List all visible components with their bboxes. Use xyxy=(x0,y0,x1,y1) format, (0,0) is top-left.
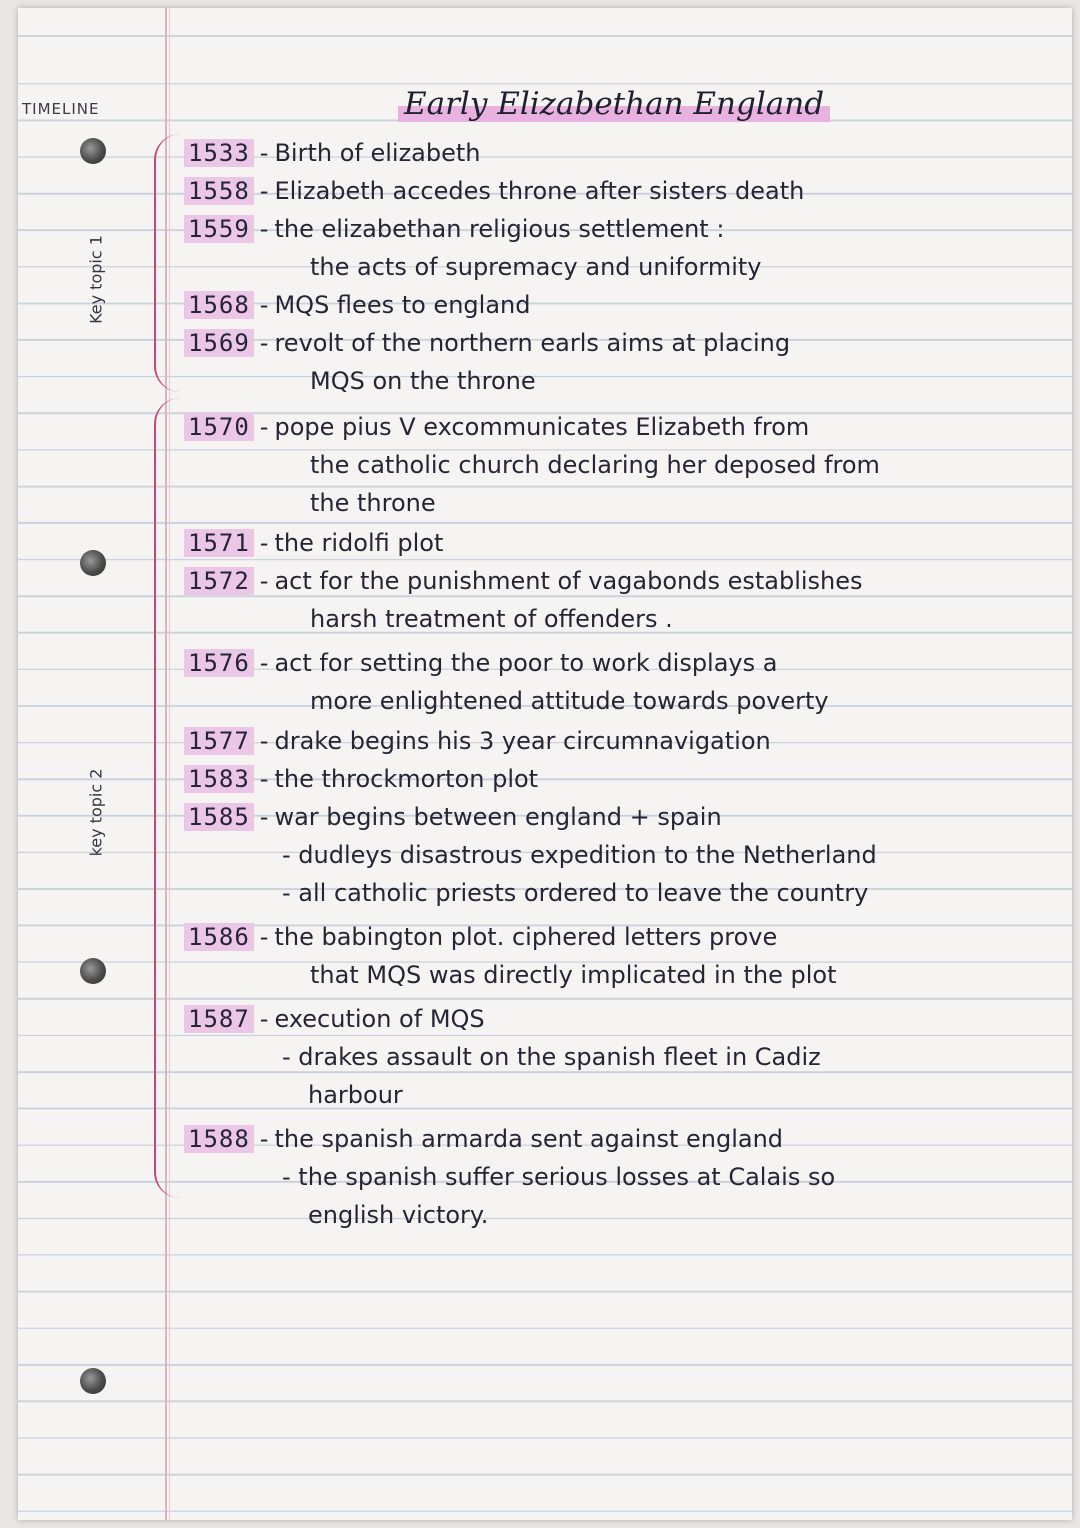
binder-hole-icon xyxy=(80,550,106,576)
event-year: 1533 xyxy=(184,139,254,167)
event-year: 1572 xyxy=(184,567,254,595)
event-sub-point: - the spanish suffer serious losses at Calais so xyxy=(282,1163,836,1191)
event-year: 1576 xyxy=(184,649,254,677)
event-sub-point: - dudleys disastrous expedition to the Netherland xyxy=(282,841,877,869)
event-text-continued: harbour xyxy=(308,1081,403,1109)
timeline-event: 1571 - the ridolfi plot xyxy=(184,528,443,558)
event-year: 1583 xyxy=(184,765,254,793)
timeline-event: 1533 - Birth of elizabeth xyxy=(184,138,481,168)
topic1-brace xyxy=(154,134,180,392)
event-text-continued: english victory. xyxy=(308,1201,489,1229)
key-topic-2-label: key topic 2 xyxy=(86,768,106,857)
event-year: 1569 xyxy=(184,329,254,357)
event-sub-point: - drakes assault on the spanish fleet in Cadiz xyxy=(282,1043,821,1071)
event-year: 1586 xyxy=(184,923,254,951)
timeline-event: 1583 - the throckmorton plot xyxy=(184,764,538,794)
event-year: 1559 xyxy=(184,215,254,243)
event-sub-point: - all catholic priests ordered to leave the country xyxy=(282,879,869,907)
event-text: act for the punishment of vagabonds establishes xyxy=(274,567,863,595)
timeline-label: TIMELINE xyxy=(22,100,100,118)
event-text: pope pius V excommunicates Elizabeth from xyxy=(274,413,810,441)
binder-hole-icon xyxy=(80,138,106,164)
timeline-event: 1558 - Elizabeth accedes throne after sisters death xyxy=(184,176,804,206)
timeline-event: 1585 - war begins between england + spain xyxy=(184,802,722,832)
event-year: 1570 xyxy=(184,413,254,441)
event-year: 1585 xyxy=(184,803,254,831)
timeline-event: 1577 - drake begins his 3 year circumnavigation xyxy=(184,726,771,756)
event-text: Birth of elizabeth xyxy=(274,139,481,167)
event-year: 1571 xyxy=(184,529,254,557)
event-text-continued: that MQS was directly implicated in the plot xyxy=(310,961,837,989)
event-year: 1558 xyxy=(184,177,254,205)
binder-hole-icon xyxy=(80,1368,106,1394)
timeline-event: 1568 - MQS flees to england xyxy=(184,290,530,320)
timeline-event: 1570 - pope pius V excommunicates Elizabeth from xyxy=(184,412,809,442)
event-text-continued: the catholic church declaring her deposed from xyxy=(310,451,880,479)
timeline-event: 1588 - the spanish armarda sent against england xyxy=(184,1124,783,1154)
event-text: the throckmorton plot xyxy=(274,765,539,793)
timeline-event: 1569 - revolt of the northern earls aims at placing xyxy=(184,328,790,358)
event-text: revolt of the northern earls aims at placing xyxy=(274,329,791,357)
page-title: Early Elizabethan England xyxy=(398,86,830,122)
event-text: the elizabethan religious settlement : xyxy=(274,215,725,243)
event-text: drake begins his 3 year circumnavigation xyxy=(274,727,771,755)
event-year: 1577 xyxy=(184,727,254,755)
binder-hole-icon xyxy=(80,958,106,984)
event-year: 1587 xyxy=(184,1005,254,1033)
key-topic-1-label: Key topic 1 xyxy=(86,235,106,324)
event-text: Elizabeth accedes throne after sisters death xyxy=(274,177,805,205)
event-text-continued: the acts of supremacy and uniformity xyxy=(310,253,762,281)
topic2-brace xyxy=(154,398,180,1198)
event-text-continued: MQS on the throne xyxy=(310,367,536,395)
event-text-continued: harsh treatment of offenders . xyxy=(310,605,673,633)
event-text-continued: more enlightened attitude towards poverty xyxy=(310,687,829,715)
event-text-continued: the throne xyxy=(310,489,436,517)
timeline-event: 1572 - act for the punishment of vagabonds establishes xyxy=(184,566,863,596)
event-text: the spanish armarda sent against england xyxy=(274,1125,784,1153)
timeline-event: 1576 - act for setting the poor to work displays a xyxy=(184,648,777,678)
event-text: war begins between england + spain xyxy=(274,803,722,831)
event-text: execution of MQS xyxy=(274,1005,485,1033)
event-text: the babington plot. ciphered letters prove xyxy=(274,923,778,951)
event-text: MQS flees to england xyxy=(274,291,531,319)
timeline-event: 1559 - the elizabethan religious settlement : xyxy=(184,214,724,244)
event-year: 1588 xyxy=(184,1125,254,1153)
event-text: the ridolfi plot xyxy=(274,529,444,557)
event-text: act for setting the poor to work displays a xyxy=(274,649,778,677)
timeline-event: 1587 - execution of MQS xyxy=(184,1004,485,1034)
notebook-page xyxy=(18,8,1072,1520)
event-year: 1568 xyxy=(184,291,254,319)
timeline-event: 1586 - the babington plot. ciphered letters prove xyxy=(184,922,777,952)
